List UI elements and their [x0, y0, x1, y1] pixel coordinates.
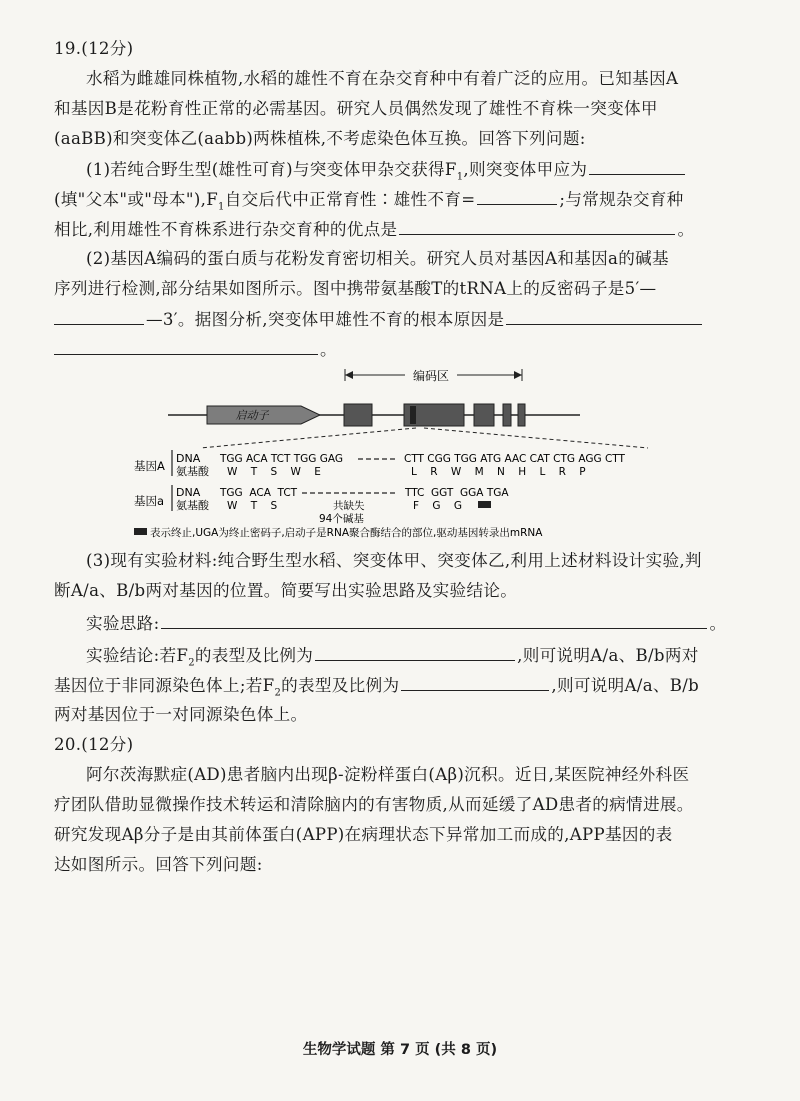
answer-blank[interactable] [315, 644, 515, 661]
missing-bases-label: 共缺失 [333, 500, 365, 512]
q19-idea-line: 实验思路: 。 [86, 614, 727, 633]
coding-region-label: 编码区 [412, 369, 450, 383]
answer-blank[interactable] [401, 674, 549, 691]
q19-conclusion-line3: 两对基因位于一对同源染色体上。 [54, 705, 308, 724]
q19-part1-line1: (1)若纯合野生型(雄性可育)与突变体甲杂交获得$F_1$,则突变体甲应为 [86, 158, 687, 188]
geneA-aa-seq1: W T S W E [227, 466, 321, 478]
dna-label: DNA [176, 452, 201, 465]
exon [474, 404, 494, 426]
missing-bases-count: 94个碱基 [319, 513, 364, 525]
answer-blank[interactable] [477, 188, 557, 205]
amino-acid-label: 氨基酸 [176, 465, 209, 478]
figure-caption: 表示终止,UGA为终止密码子,启动子是RNA聚合酶结合的部位,驱动基因转录出mRNA [150, 527, 543, 539]
geneA-aa-seq2: L R W M N H L R P [411, 466, 586, 478]
q19-part2-line4: 。 [54, 338, 337, 361]
gene-sequence-figure [0, 362, 800, 542]
answer-blank[interactable] [54, 308, 144, 325]
q19-intro-line1: 水稻为雌雄同株植物,水稻的雄性不育在杂交育种中有着广泛的应用。已知基因A [86, 69, 679, 88]
genea-aa-seq1: W T S [227, 500, 278, 512]
q19-part2-line3: —3′。据图分析,突变体甲雄性不育的根本原因是 [54, 308, 704, 331]
exon [344, 404, 372, 426]
q19-header: 19.(12分) [54, 39, 134, 58]
q19-part1-line3: 相比,利用雄性不育株系进行杂交育种的优点是 。 [54, 220, 695, 239]
q19-intro-line3: (aaBB)和突变体乙(aabb)两株植株,不考虑染色体互换。回答下列问题: [54, 129, 586, 148]
answer-blank[interactable] [54, 338, 318, 355]
q20-header: 20.(12分) [54, 735, 134, 754]
geneA-dna-seq2: CTT CGG TGG ATG AAC CAT CTG AGG CTT [404, 453, 625, 465]
q20-line2: 疗团队借助显微操作技术转运和清除脑内的有害物质,从而延缓了AD患者的病情进展。 [54, 795, 694, 814]
promoter-label: 启动子 [235, 409, 269, 422]
answer-blank[interactable] [399, 218, 675, 235]
answer-blank[interactable] [506, 308, 702, 325]
genea-dna-seq1: TGG ACA TCT [220, 487, 298, 499]
q19-part3-line1: (3)现有实验材料:纯合野生型水稻、突变体甲、突变体乙,利用上述材料设计实验,判 [86, 551, 702, 570]
q20-line3: 研究发现Aβ分子是由其前体蛋白(APP)在病理状态下异常加工而成的,APP基因的表 [54, 825, 673, 844]
q19-part2-line2: 序列进行检测,部分结果如图所示。图中携带氨基酸T的tRNA上的反密码子是5′— [54, 279, 657, 298]
answer-blank[interactable] [589, 158, 685, 175]
exon [503, 404, 511, 426]
exon [518, 404, 525, 426]
stop-marker [478, 501, 491, 508]
q19-conclusion-line2: 基因位于非同源染色体上;若$F_2$的表型及比例为 ,则可说明A/a、B/b [54, 676, 700, 699]
geneA-dna-seq1: TGG ACA TCT TGG GAG [220, 453, 344, 465]
q19-part3-line2: 断A/a、B/b两对基因的位置。简要写出实验思路及实验结论。 [54, 581, 518, 600]
page-footer: 生物学试题 第 7 页 (共 8 页) [302, 1042, 498, 1058]
q20-line1: 阿尔茨海默症(AD)患者脑内出现β-淀粉样蛋白(Aβ)沉积。近日,某医院神经外科医 [86, 765, 690, 784]
genea-dna-seq2: TTC GGT GGA TGA [405, 487, 509, 499]
q19-part1-line2: (填"父本"或"母本")$,F_1$自交后代中正常育性∶雄性不育= ;与常规杂交育种 [54, 190, 684, 213]
q19-intro-line2: 和基因B是花粉育性正常的必需基因。研究人员偶然发现了雄性不育株一突变体甲 [54, 99, 658, 118]
dna-label: DNA [176, 486, 201, 499]
genea-label: 基因a [134, 494, 165, 508]
genea-aa-seq2: F G G [413, 500, 463, 512]
geneA-label: 基因A [134, 459, 165, 473]
answer-blank[interactable] [161, 612, 707, 629]
amino-acid-label: 氨基酸 [176, 499, 209, 512]
q19-conclusion-line1: 实验结论:若$F_2$的表型及比例为 ,则可说明A/a、B/b两对 [86, 646, 699, 669]
q19-part2-line1: (2)基因A编码的蛋白质与花粉发育密切相关。研究人员对基因A和基因a的碱基 [86, 249, 669, 268]
stop-marker-legend [134, 528, 147, 535]
q20-line4: 达如图所示。回答下列问题: [54, 855, 263, 874]
